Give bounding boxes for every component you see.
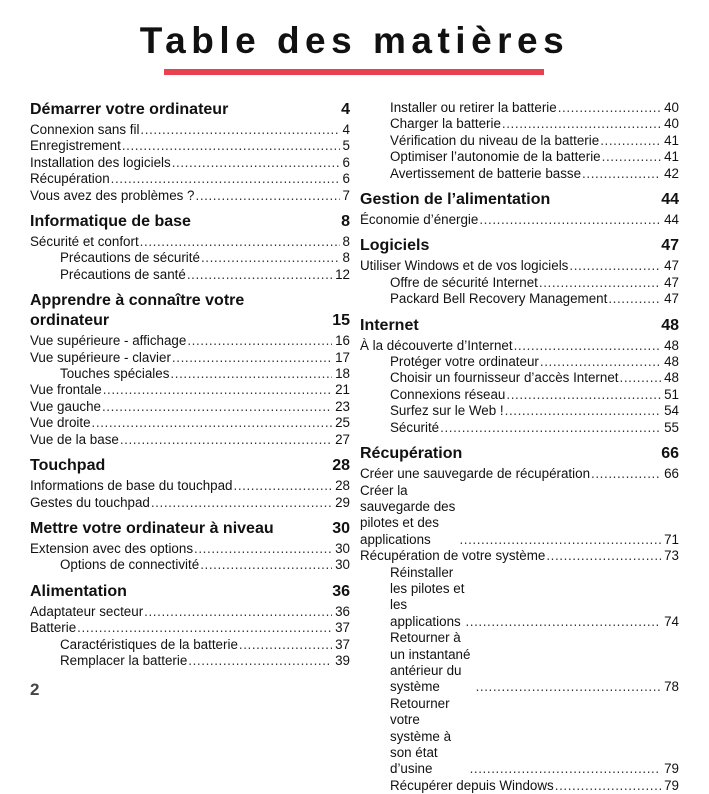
toc-section-heading[interactable] bbox=[30, 456, 350, 476]
toc-section-heading[interactable] bbox=[30, 212, 350, 232]
toc-entry[interactable] bbox=[360, 133, 679, 149]
entry-page: 5 bbox=[342, 138, 350, 154]
leader-dots bbox=[111, 171, 340, 187]
section-page: 15 bbox=[332, 312, 350, 330]
entry-text: Informations de base du touchpad bbox=[30, 478, 233, 494]
toc-entry[interactable] bbox=[360, 548, 679, 564]
toc-entry[interactable] bbox=[30, 171, 350, 187]
toc-entry[interactable] bbox=[30, 478, 350, 494]
section-page: 66 bbox=[661, 445, 679, 463]
toc-entry[interactable] bbox=[30, 495, 350, 511]
leader-dots bbox=[187, 333, 332, 349]
leader-dots bbox=[77, 620, 332, 636]
leader-dots bbox=[558, 100, 661, 116]
leader-dots bbox=[600, 133, 661, 149]
entry-page: 6 bbox=[342, 171, 350, 187]
entry-text: Installer ou retirer la batterie bbox=[390, 100, 557, 115]
toc-entry[interactable] bbox=[30, 653, 350, 669]
entry-page: 41 bbox=[664, 149, 679, 165]
entry-page: 37 bbox=[335, 636, 350, 652]
entry-page: 39 bbox=[335, 652, 350, 668]
entry-text: Précautions de santé bbox=[60, 266, 186, 282]
entry-text: Surfez sur le Web ! bbox=[390, 403, 504, 419]
leader-dots bbox=[465, 614, 661, 630]
toc-entry[interactable] bbox=[30, 122, 350, 138]
leader-dots bbox=[476, 679, 662, 695]
toc-entry[interactable] bbox=[360, 420, 679, 436]
leader-dots bbox=[200, 557, 332, 573]
leader-dots bbox=[540, 354, 661, 370]
entry-text: Offre de sécurité Internet bbox=[390, 274, 538, 290]
entry-text: Vous avez des problèmes ? bbox=[30, 187, 195, 203]
leader-dots bbox=[140, 122, 339, 138]
leader-dots bbox=[122, 138, 340, 154]
leader-dots bbox=[187, 267, 332, 283]
leader-dots bbox=[591, 466, 661, 482]
entry-text: Vérification du niveau de la batterie bbox=[390, 132, 600, 148]
entry-text: Retourner à un instantané antérieur du système bbox=[390, 630, 471, 695]
toc-entry[interactable] bbox=[360, 403, 679, 419]
toc-section-heading[interactable] bbox=[30, 519, 350, 539]
leader-dots bbox=[470, 761, 662, 777]
entry-page: 47 bbox=[664, 291, 679, 307]
entry-page: 30 bbox=[335, 540, 350, 556]
leader-dots bbox=[239, 637, 332, 653]
entry-text: Enregistrement bbox=[30, 138, 121, 154]
entry-text: Gestes du touchpad bbox=[30, 494, 150, 510]
toc-entry[interactable] bbox=[30, 250, 350, 266]
entry-page: 29 bbox=[335, 494, 350, 510]
entry-text: Charger la batterie bbox=[390, 116, 501, 132]
toc-entry[interactable] bbox=[30, 267, 350, 283]
entry-page: 8 bbox=[342, 250, 350, 266]
leader-dots bbox=[144, 604, 332, 620]
section-page: 36 bbox=[332, 582, 350, 600]
toc-entry[interactable] bbox=[30, 188, 350, 204]
leader-dots bbox=[555, 778, 661, 794]
section-page: 8 bbox=[341, 213, 350, 231]
page-title: Table des matières bbox=[139, 20, 570, 61]
entry-text: Packard Bell Recovery Management bbox=[390, 291, 608, 307]
entry-text: Utiliser Windows et de vos logiciels bbox=[360, 258, 569, 274]
entry-text: Récupérer depuis Windows bbox=[390, 777, 554, 793]
entry-page: 44 bbox=[664, 212, 679, 228]
leader-dots bbox=[188, 653, 332, 669]
toc-entry[interactable] bbox=[30, 415, 350, 431]
leader-dots bbox=[196, 188, 340, 204]
entry-page: 66 bbox=[664, 466, 679, 482]
entry-text: Connexion sans fil bbox=[30, 122, 140, 137]
leader-dots bbox=[170, 366, 332, 382]
toc-entry[interactable] bbox=[360, 466, 679, 482]
entry-page: 51 bbox=[664, 386, 679, 402]
toc-entry[interactable] bbox=[30, 620, 350, 636]
entry-text: Précautions de sécurité bbox=[60, 250, 200, 266]
entry-page: 40 bbox=[664, 116, 679, 132]
entry-page: 48 bbox=[664, 354, 679, 370]
toc-entry[interactable] bbox=[30, 382, 350, 398]
entry-page: 48 bbox=[664, 370, 679, 386]
toc-entry[interactable] bbox=[30, 350, 350, 366]
leader-dots bbox=[120, 432, 332, 448]
leader-dots bbox=[479, 212, 661, 228]
entry-text: Récupération bbox=[30, 171, 110, 187]
toc-entry[interactable] bbox=[360, 149, 679, 165]
leader-dots bbox=[608, 291, 661, 307]
leader-dots bbox=[440, 420, 661, 436]
toc-entry[interactable] bbox=[360, 354, 679, 370]
toc-entry[interactable] bbox=[360, 778, 679, 794]
leader-dots bbox=[201, 250, 340, 266]
leader-dots bbox=[140, 234, 340, 250]
entry-text: Vue supérieure - affichage bbox=[30, 333, 187, 349]
leader-dots bbox=[620, 370, 662, 386]
title-underline bbox=[164, 69, 544, 75]
entry-text: Batterie bbox=[30, 620, 77, 636]
section-title: Internet bbox=[360, 316, 419, 334]
entry-page: 47 bbox=[664, 274, 679, 290]
entry-text: Vue frontale bbox=[30, 382, 102, 398]
entry-page: 12 bbox=[335, 266, 350, 282]
toc-entry[interactable] bbox=[30, 138, 350, 154]
entry-page: 79 bbox=[664, 777, 679, 793]
entry-text: Vue gauche bbox=[30, 398, 101, 414]
section-title: Gestion de l’alimentation bbox=[360, 191, 551, 209]
entry-text: Choisir un fournisseur d’accès Internet bbox=[390, 370, 619, 386]
toc-section-heading[interactable] bbox=[30, 582, 350, 602]
toc-entry[interactable] bbox=[30, 155, 350, 171]
toc-entry[interactable] bbox=[30, 399, 350, 415]
toc-left-column bbox=[30, 100, 350, 669]
entry-page: 7 bbox=[342, 187, 350, 203]
leader-dots bbox=[103, 382, 332, 398]
leader-dots bbox=[506, 387, 661, 403]
leader-dots bbox=[505, 403, 661, 419]
entry-page: 16 bbox=[335, 333, 350, 349]
section-page: 44 bbox=[661, 191, 679, 209]
entry-text: Vue droite bbox=[30, 415, 91, 431]
toc-entry[interactable] bbox=[30, 541, 350, 557]
toc-entry[interactable] bbox=[360, 338, 679, 354]
toc-entry[interactable] bbox=[360, 483, 679, 549]
entry-page: 55 bbox=[664, 419, 679, 435]
entry-text: Extension avec des options bbox=[30, 540, 194, 556]
leader-dots bbox=[569, 258, 661, 274]
leader-dots bbox=[539, 275, 661, 291]
toc-section-heading[interactable] bbox=[360, 444, 679, 464]
entry-text: Retourner votre système à son état d’usine bbox=[390, 695, 452, 777]
toc-entry[interactable] bbox=[360, 387, 679, 403]
toc-entry[interactable] bbox=[360, 630, 679, 696]
entry-text: Créer la sauvegarde des pilotes et des applications bbox=[360, 482, 456, 547]
toc-section-heading[interactable] bbox=[30, 100, 350, 120]
section-page: 4 bbox=[341, 101, 350, 118]
entry-page: 73 bbox=[664, 548, 679, 564]
toc-entry[interactable] bbox=[30, 366, 350, 382]
section-title: Informatique de base bbox=[30, 213, 191, 231]
toc-entry[interactable] bbox=[360, 565, 679, 631]
toc-entry[interactable] bbox=[30, 432, 350, 448]
toc-entry[interactable] bbox=[30, 604, 350, 620]
entry-page: 30 bbox=[335, 557, 350, 573]
entry-text: Créer une sauvegarde de récupération bbox=[360, 466, 591, 482]
entry-page: 28 bbox=[335, 478, 350, 494]
entry-text: À la découverte d’Internet bbox=[360, 337, 513, 353]
toc-entry[interactable] bbox=[360, 258, 679, 274]
toc-section-heading[interactable] bbox=[360, 190, 679, 210]
leader-dots bbox=[172, 155, 340, 171]
entry-page: 4 bbox=[342, 122, 350, 137]
toc-entry[interactable] bbox=[360, 116, 679, 132]
entry-page: 6 bbox=[342, 154, 350, 170]
entry-text: Options de connectivité bbox=[60, 557, 200, 573]
entry-text: Installation des logiciels bbox=[30, 154, 171, 170]
section-page: 28 bbox=[332, 457, 350, 475]
toc-section-heading[interactable] bbox=[360, 236, 679, 256]
entry-page: 23 bbox=[335, 398, 350, 414]
entry-text: Récupération de votre système bbox=[360, 548, 546, 564]
leader-dots bbox=[92, 415, 333, 431]
section-title: Logiciels bbox=[360, 237, 430, 255]
entry-page: 25 bbox=[335, 415, 350, 431]
toc-entry[interactable] bbox=[360, 291, 679, 307]
entry-page: 17 bbox=[335, 349, 350, 365]
toc-section-heading[interactable] bbox=[360, 316, 679, 336]
toc-entry[interactable] bbox=[360, 275, 679, 291]
section-page: 48 bbox=[661, 316, 679, 334]
section-title: Démarrer votre ordinateur bbox=[30, 101, 229, 118]
entry-text: Caractéristiques de la batterie bbox=[60, 636, 238, 652]
leader-dots bbox=[602, 149, 661, 165]
toc-entry[interactable] bbox=[360, 100, 679, 116]
entry-text: Réinstaller les pilotes et les applications bbox=[390, 564, 465, 629]
leader-dots bbox=[582, 166, 661, 182]
section-title: Mettre votre ordinateur à niveau bbox=[30, 519, 274, 537]
entry-page: 27 bbox=[335, 431, 350, 447]
entry-text: Adaptateur secteur bbox=[30, 603, 144, 619]
leader-dots bbox=[459, 532, 661, 548]
entry-page: 8 bbox=[342, 234, 350, 250]
section-title: Récupération bbox=[360, 445, 463, 463]
entry-text: Économie d’énergie bbox=[360, 212, 479, 228]
entry-page: 21 bbox=[335, 382, 350, 398]
entry-text: Avertissement de batterie basse bbox=[390, 165, 582, 181]
entry-text: Optimiser l’autonomie de la batterie bbox=[390, 149, 601, 165]
entry-text: Protéger votre ordinateur bbox=[390, 354, 539, 370]
toc-right-column bbox=[360, 100, 679, 794]
entry-text: Connexions réseau bbox=[390, 386, 506, 402]
entry-text: Vue de la base bbox=[30, 431, 119, 447]
leader-dots bbox=[234, 478, 333, 494]
toc-entry[interactable] bbox=[30, 637, 350, 653]
entry-text: Touches spéciales bbox=[60, 366, 170, 382]
section-title: Apprendre à connaître votre ordinateur bbox=[30, 292, 245, 330]
entry-page: 42 bbox=[664, 165, 679, 181]
toc-entry[interactable] bbox=[30, 557, 350, 573]
toc-entry[interactable] bbox=[360, 696, 679, 778]
toc-entry[interactable] bbox=[360, 166, 679, 182]
leader-dots bbox=[546, 548, 661, 564]
entry-text: Vue supérieure - clavier bbox=[30, 349, 171, 365]
entry-page: 37 bbox=[335, 620, 350, 636]
entry-text: Remplacer la batterie bbox=[60, 652, 188, 668]
toc-section-heading[interactable] bbox=[30, 291, 350, 331]
page-number: 2 bbox=[30, 680, 40, 699]
entry-page: 36 bbox=[335, 603, 350, 619]
toc-entry[interactable] bbox=[30, 333, 350, 349]
entry-page: 48 bbox=[664, 337, 679, 353]
entry-page: 78 bbox=[664, 679, 679, 695]
leader-dots bbox=[151, 495, 332, 511]
leader-dots bbox=[172, 350, 332, 366]
leader-dots bbox=[194, 541, 332, 557]
leader-dots bbox=[514, 338, 661, 354]
entry-page: 40 bbox=[664, 100, 679, 115]
toc-entry[interactable] bbox=[360, 370, 679, 386]
section-title: Alimentation bbox=[30, 582, 127, 600]
leader-dots bbox=[102, 399, 332, 415]
entry-text: Sécurité bbox=[390, 419, 440, 435]
section-page: 30 bbox=[332, 519, 350, 537]
toc-entry[interactable] bbox=[360, 212, 679, 228]
entry-page: 18 bbox=[335, 366, 350, 382]
entry-page: 41 bbox=[664, 132, 679, 148]
section-title: Touchpad bbox=[30, 457, 106, 475]
entry-page: 47 bbox=[664, 258, 679, 274]
entry-page: 71 bbox=[664, 531, 679, 547]
section-page: 47 bbox=[661, 237, 679, 255]
entry-page: 74 bbox=[664, 613, 679, 629]
entry-page: 79 bbox=[664, 761, 679, 777]
toc-entry[interactable] bbox=[30, 234, 350, 250]
entry-text: Sécurité et confort bbox=[30, 234, 139, 250]
leader-dots bbox=[502, 116, 661, 132]
entry-page: 54 bbox=[664, 403, 679, 419]
